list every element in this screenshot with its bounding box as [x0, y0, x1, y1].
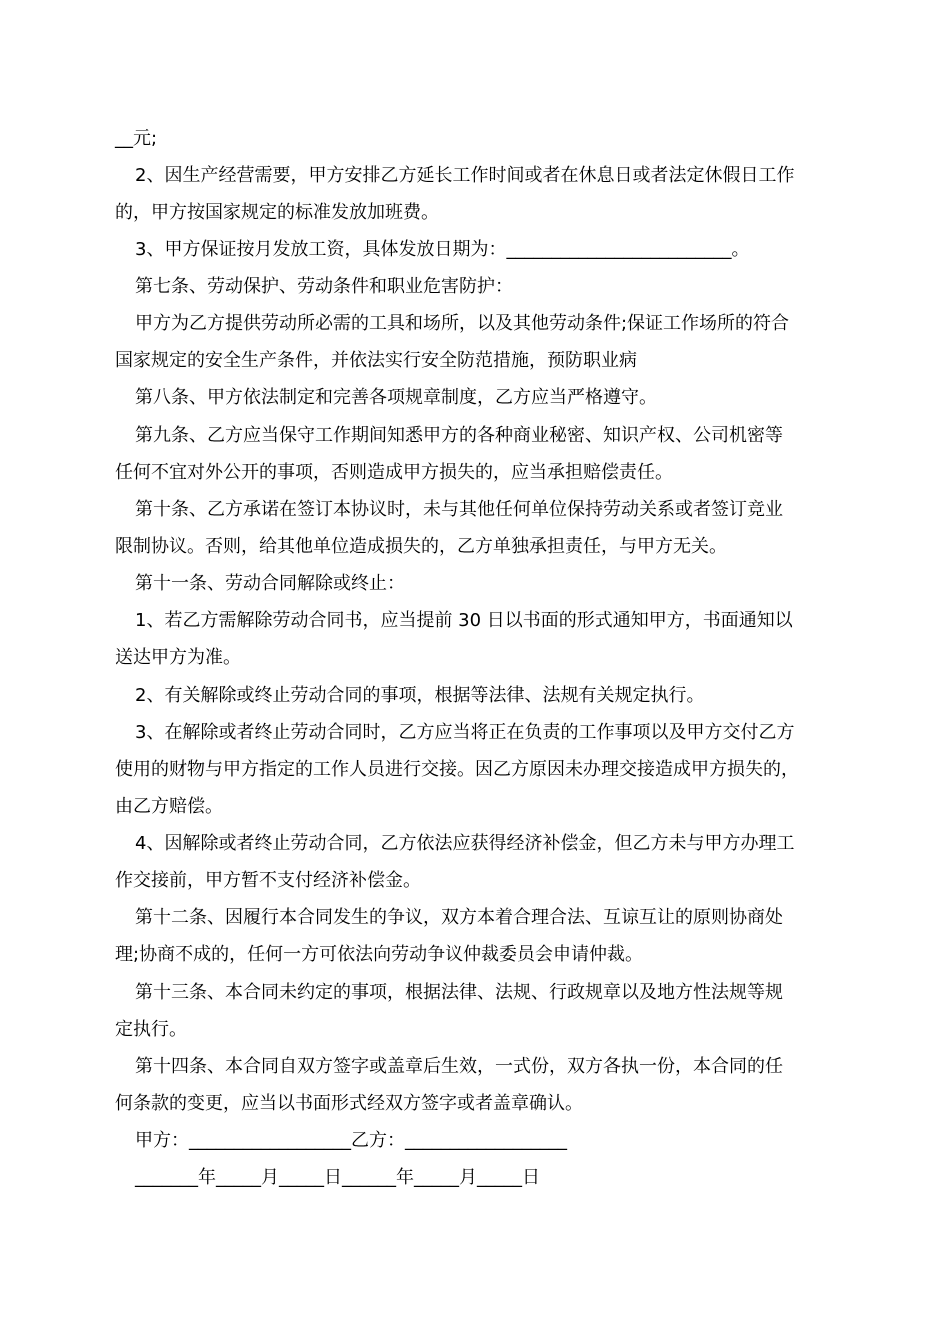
text-line: 任何不宜对外公开的事项，否则造成甲方损失的，应当承担赔偿责任。: [115, 462, 673, 483]
text-line: 使用的财物与甲方指定的工作人员进行交接。因乙方原因未办理交接造成甲方损失的，: [115, 759, 799, 780]
section-heading: 第十条、乙方承诺在签订本协议时，未与其他任何单位保持劳动关系或者签订竞业: [135, 499, 783, 520]
section-heading: 第八条、甲方依法制定和完善各项规章制度，乙方应当严格遵守。: [135, 387, 657, 408]
date-line: _______年_____月_____日______年_____月_____日: [135, 1167, 540, 1188]
text-line: 何条款的变更，应当以书面形式经双方签字或者盖章确认。: [115, 1093, 583, 1114]
text-line: 由乙方赔偿。: [115, 796, 223, 817]
text-line: 理;协商不成的，任何一方可依法向劳动争议仲裁委员会申请仲裁。: [115, 944, 644, 965]
text-line: 作交接前，甲方暂不支付经济补偿金。: [115, 870, 421, 891]
text-line: 的，甲方按国家规定的标准发放加班费。: [115, 202, 439, 223]
text-line: 3、甲方保证按月发放工资，具体发放日期为：_________________________。: [135, 239, 750, 260]
section-heading: 第十二条、因履行本合同发生的争议，双方本着合理合法、互谅互让的原则协商处: [135, 907, 783, 928]
signature-line: 甲方：__________________乙方：__________________: [135, 1130, 567, 1151]
text-line: 4、因解除或者终止劳动合同，乙方依法应获得经济补偿金，但乙方未与甲方办理工: [135, 833, 795, 854]
text-line: 限制协议。否则，给其他单位造成损失的，乙方单独承担责任，与甲方无关。: [115, 536, 727, 557]
text-line: 3、在解除或者终止劳动合同时，乙方应当将正在负责的工作事项以及甲方交付乙方: [135, 722, 795, 743]
text-line: __元;: [115, 128, 158, 149]
text-line: 甲方为乙方提供劳动所必需的工具和场所，以及其他劳动条件;保证工作场所的符合: [135, 313, 790, 334]
text-line: 2、因生产经营需要，甲方安排乙方延长工作时间或者在休息日或者法定休假日工作: [135, 165, 795, 186]
text-line: 2、有关解除或终止劳动合同的事项，根据等法律、法规有关规定执行。: [135, 685, 705, 706]
section-heading: 第九条、乙方应当保守工作期间知悉甲方的各种商业秘密、知识产权、公司机密等: [135, 425, 783, 446]
section-heading: 第十三条、本合同未约定的事项，根据法律、法规、行政规章以及地方性法规等规: [135, 982, 783, 1003]
text-line: 1、若乙方需解除劳动合同书，应当提前 30 日以书面的形式通知甲方，书面通知以: [135, 610, 793, 631]
text-line: 送达甲方为准。: [115, 647, 241, 668]
text-line: 定执行。: [115, 1019, 187, 1040]
section-heading: 第十一条、劳动合同解除或终止：: [135, 573, 405, 594]
text-line: 国家规定的安全生产条件，并依法实行安全防范措施，预防职业病: [115, 350, 637, 371]
section-heading: 第七条、劳动保护、劳动条件和职业危害防护：: [135, 276, 513, 297]
section-heading: 第十四条、本合同自双方签字或盖章后生效，一式份，双方各执一份，本合同的任: [135, 1056, 783, 1077]
